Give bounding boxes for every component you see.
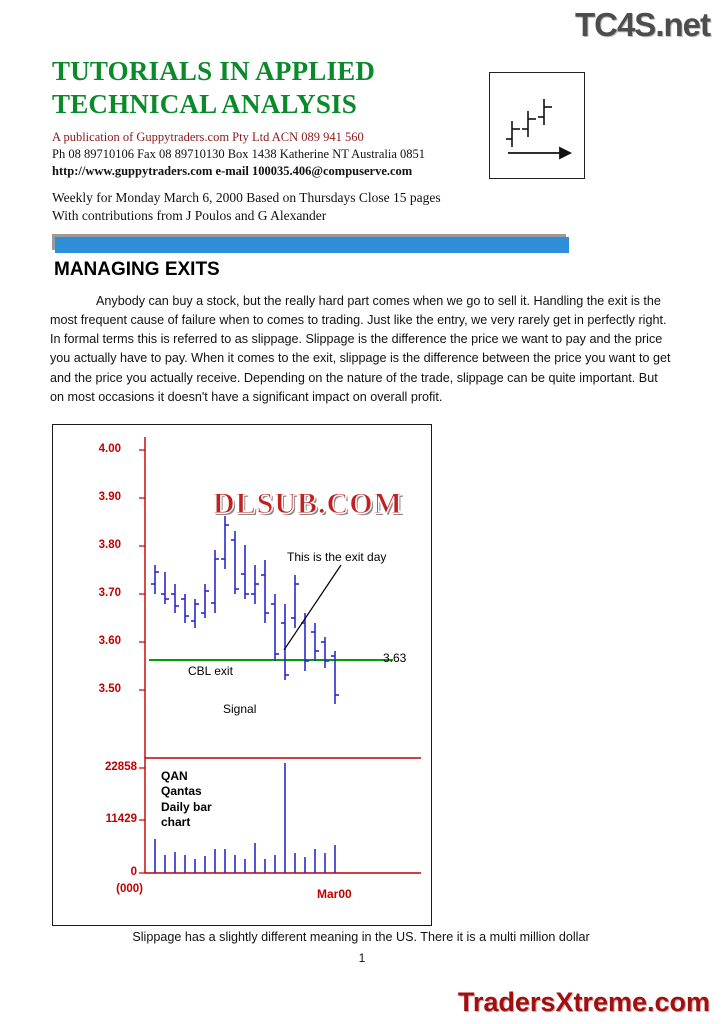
masthead-publisher: A publication of Guppytraders.com Pty Ltd ACN 089 941 560 xyxy=(52,129,364,144)
ytick-400: 4.00 xyxy=(98,443,121,455)
ytick-volume-units: (000) xyxy=(116,883,143,895)
masthead-title-line1: TUTORIALS IN APPLIED xyxy=(52,56,376,86)
chart-ticker-block xyxy=(161,769,212,830)
masthead-contact: Ph 08 89710106 Fax 08 89710130 Box 1438 Katherine NT Australia 0851 xyxy=(52,146,426,161)
masthead-issue-line1: Weekly for Monday March 6, 2000 Based on Thursdays Close 15 pages xyxy=(52,189,441,205)
ytick-volume-max: 22858 xyxy=(105,761,137,773)
masthead-title-line2: TECHNICAL ANALYSIS xyxy=(52,88,357,119)
logo-barchart-icon xyxy=(490,73,584,178)
accent-bar xyxy=(55,237,569,253)
site-brand-top: TC4S.net xyxy=(574,6,710,43)
ticker-code: QAN xyxy=(161,769,188,783)
article-paragraph-text: Anybody can buy a stock, but the really hard part comes when we go to sell it. Handling the exit is the most frequent cause of failure when to comes to trading. Just like the entry, we very rarely get in perfectly right. In formal terms this is referred to as slippage. Slippage is the difference the price we want to pay and the price you actually have to pay. When it comes to the exit, slippage is the difference between the price you want to get and the price you actually receive. Depending on the nature of the trade, slippage can be quite important. But on most occasions it doesn't have a significant impact on overall profit. xyxy=(50,294,671,404)
annotation-cbl-exit: CBL exit xyxy=(188,664,233,678)
annotation-exit-day: This is the exit day xyxy=(287,550,387,564)
ticker-type-line1: Daily bar xyxy=(161,799,212,814)
exit-day-leader xyxy=(284,565,341,650)
ticker-type-line2: chart xyxy=(161,815,191,830)
logo-box xyxy=(489,72,585,179)
chart-caption: Slippage has a slightly different meaning in the US. There it is a multi million dollar xyxy=(132,930,590,944)
masthead-issue-line2: With contributions from J Poulos and G Alexander xyxy=(52,207,327,223)
article-headline: MANAGING EXITS xyxy=(54,259,220,280)
ytick-360: 3.60 xyxy=(98,635,121,647)
article-body xyxy=(50,292,672,407)
page-number: 1 xyxy=(358,951,366,965)
ytick-370: 3.70 xyxy=(98,587,121,599)
ytick-350: 3.50 xyxy=(98,683,121,695)
masthead xyxy=(52,55,492,225)
ytick-390: 3.90 xyxy=(98,491,121,503)
watermark-text: DLSUB.COM xyxy=(213,487,403,520)
annotation-cbl-level: 3.63 xyxy=(383,651,407,665)
site-brand-bottom: TradersXtreme.com xyxy=(457,987,710,1017)
price-chart xyxy=(52,424,432,926)
masthead-web: http://www.guppytraders.com e-mail 100035.406@compuserve.com xyxy=(52,163,413,178)
annotation-signal: Signal xyxy=(223,702,257,716)
ytick-volume-mid: 11429 xyxy=(105,813,137,825)
xaxis-label-mar00: Mar00 xyxy=(317,887,352,901)
ticker-company: Qantas xyxy=(161,784,202,799)
ytick-volume-zero: 0 xyxy=(130,866,137,878)
ytick-380: 3.80 xyxy=(98,539,121,551)
